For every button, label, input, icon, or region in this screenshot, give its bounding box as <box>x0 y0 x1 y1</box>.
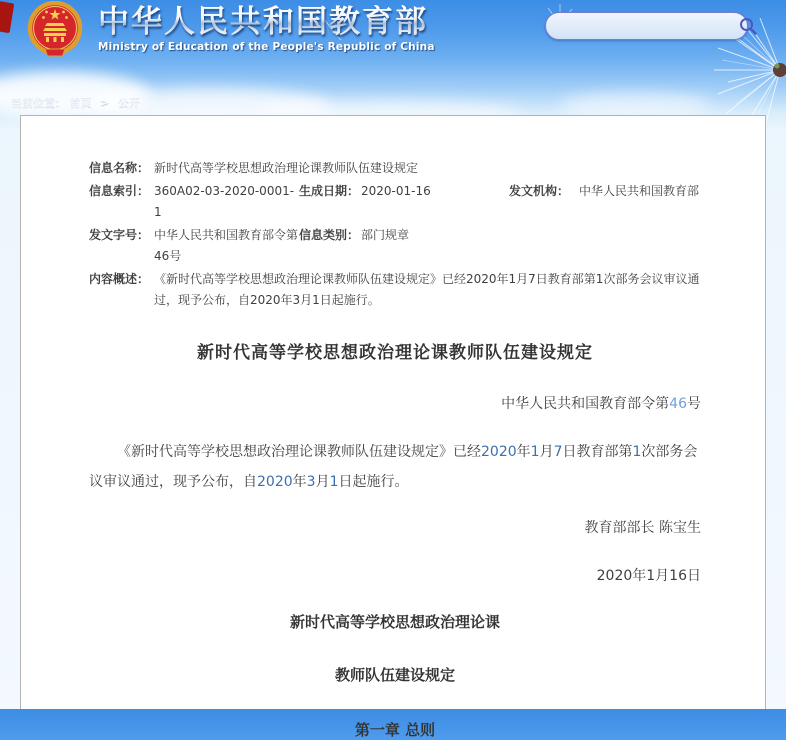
decree-number-line: 中华人民共和国教育部令第46号 <box>501 396 701 412</box>
meta-label-index: 信息索引： <box>89 184 150 198</box>
inner-title-line2: 教师队伍建设规定 <box>334 666 455 684</box>
meta-label-docno: 发文字号： <box>89 228 150 242</box>
meta-label-gen-date: 生成日期： <box>299 184 360 198</box>
breadcrumb-current-link[interactable]: 公开 <box>117 96 140 109</box>
search-input[interactable] <box>558 14 738 38</box>
site-logo[interactable] <box>98 5 435 53</box>
meta-label-name: 信息名称： <box>89 161 150 175</box>
breadcrumb-separator: > <box>100 96 110 109</box>
search-box <box>545 12 748 40</box>
red-flag-fragment-icon <box>0 1 14 33</box>
meta-value-name: 新时代高等学校思想政治理论课教师队伍建设规定 <box>154 161 419 175</box>
meta-value-index: 360A02-03-2020-0001-1 <box>154 184 295 219</box>
site-title: 中华人民共和国教育部 <box>98 5 435 39</box>
breadcrumb <box>11 94 140 110</box>
document-paragraph: 《新时代高等学校思想政治理论课教师队伍建设规定》已经2020年1月7日教育部第1次部务会议审议通过，现予公布，自2020年3月1日起施行。 <box>89 444 698 490</box>
meta-value-issuer: 中华人民共和国教育部 <box>579 184 700 198</box>
site-subtitle: Ministry of Education of the People's Republic of China <box>98 41 435 53</box>
meta-label-summary: 内容概述： <box>89 272 150 286</box>
document-title: 新时代高等学校思想政治理论课教师队伍建设规定 <box>197 343 593 363</box>
chapter-heading: 第一章 总则 <box>354 721 436 739</box>
search-button[interactable] <box>738 15 758 37</box>
signature-name: 教育部部长 陈宝生 <box>584 520 701 536</box>
meta-row-index <box>89 180 725 224</box>
meta-row-docno <box>89 224 725 268</box>
meta-label-category: 信息类别： <box>299 228 360 242</box>
breadcrumb-home-link[interactable]: 首页 <box>69 96 92 109</box>
breadcrumb-prefix: 当前位置： <box>11 96 66 109</box>
meta-value-summary: 《新时代高等学校思想政治理论课教师队伍建设规定》已经2020年1月7日教育部第1次部务会议审议通过，现予公布，自2020年3月1日起施行。 <box>154 272 700 307</box>
content-panel <box>20 115 766 739</box>
signature-date: 2020年1月16日 <box>596 568 701 584</box>
search-icon <box>738 16 758 36</box>
china-national-emblem-icon <box>24 1 86 59</box>
meta-value-docno: 中华人民共和国教育部令第46号 <box>154 228 299 263</box>
document-meta-table <box>89 157 725 312</box>
meta-value-category: 部门规章 <box>361 228 410 242</box>
document-body <box>21 338 765 740</box>
meta-row-summary <box>89 268 725 312</box>
meta-row-name <box>89 157 725 180</box>
inner-title-line1: 新时代高等学校思想政治理论课 <box>289 613 500 631</box>
meta-value-gen-date: 2020-01-16 <box>361 184 431 198</box>
meta-label-issuer: 发文机构： <box>509 184 570 198</box>
